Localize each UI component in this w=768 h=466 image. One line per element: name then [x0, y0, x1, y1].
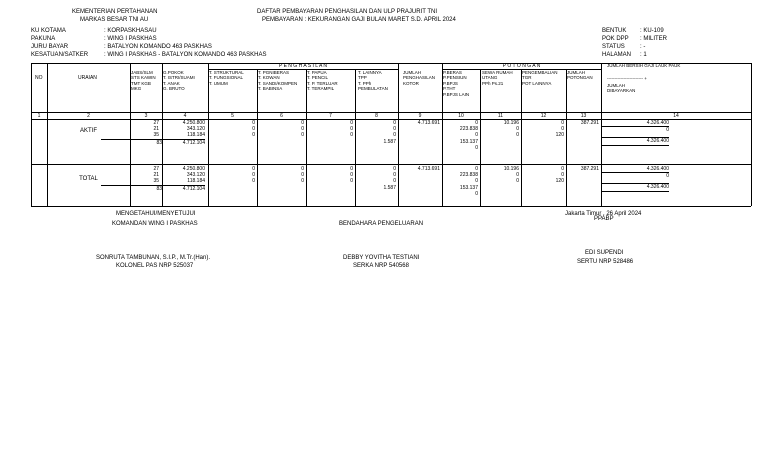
- info-value: : MILITER: [640, 36, 668, 42]
- cell-col11: 10.196 0 0: [503, 120, 519, 139]
- col-number: 12: [540, 113, 547, 119]
- info-label: HALAMAN: [602, 52, 632, 58]
- header-col9: JUMLAH PENGHASILAN KOTOR: [403, 70, 436, 86]
- col-number: 10: [458, 113, 464, 119]
- cell-col6: 0 0 0: [301, 166, 304, 185]
- cell-col11: 10.196 0 0: [503, 166, 519, 185]
- sig-mid-rank: SERKA NRP 540568: [353, 263, 409, 269]
- header-col4: G.POKOK T. ISTRI/SUAMI T. ANAK G. BRUTO: [163, 70, 195, 92]
- sig-mid-name: DEBBY YOVITHA TESTIANI: [343, 255, 420, 261]
- col-number: 11: [497, 113, 504, 119]
- cell-col8: 0 0 0 1.587: [383, 166, 396, 191]
- cell-col9: 4.713.691: [417, 166, 440, 172]
- header-col5: T. STRUKTURAL T. FUNGSIONAL T. UMUM: [209, 70, 244, 86]
- cell-col10: 0 223.838 0 153.137 0: [459, 120, 478, 151]
- col-number: 3: [144, 113, 148, 119]
- header-col14-top: JUMLAH BERSIH GAJI LAUK PAUK: [607, 63, 681, 68]
- cell-col14: 4.326.400 0 4.326.400: [601, 166, 669, 192]
- group-penghasilan: P E N G H A S I L A N: [278, 63, 328, 69]
- cell-col3: 27 21 35 83: [130, 120, 159, 146]
- cell-col4: 4.250.800 343.120 118.184 4.712.104: [162, 166, 205, 192]
- col-number: 4: [183, 113, 187, 119]
- org-line-1: KEMENTERIAN PERTAHANAN: [72, 9, 158, 15]
- cell-col7: 0 0 0: [350, 120, 353, 139]
- info-value: : KORPASKHASAU: [104, 28, 157, 34]
- info-label: BENTUK: [602, 28, 627, 34]
- info-label: POK DPP: [602, 36, 629, 42]
- header-col10: P.BERAS P.PENSIUN P.BPJS P.THT P.BPJS LAIN: [443, 70, 470, 97]
- cell-col7: 0 0 0: [350, 166, 353, 185]
- info-value: : 1: [640, 52, 647, 58]
- header-col7: T. PAPUA T. PENCIL T. P. TERLUAR T. TERAMPIL: [307, 70, 338, 92]
- info-label: JURU BAYAR: [31, 44, 69, 50]
- header-no: NO: [35, 75, 43, 81]
- sig-left-rank: KOLONEL PAS NRP 525037: [116, 263, 194, 269]
- sig-right-title: PPABP: [594, 216, 614, 222]
- cell-col8: 0 0 0 1.587: [383, 120, 396, 145]
- col-number: 7: [329, 113, 332, 119]
- header-col6: T. PGNIBERAS T. KOWAN T. SANDI/KOMPEN T. BABINSA: [258, 70, 298, 92]
- org-line-2: MARKAS BESAR TNI AU: [80, 17, 149, 23]
- header-col11: SEWA RUMAH UTANG PPh Ps.21: [482, 70, 513, 86]
- cell-col13: 387.291: [580, 166, 599, 172]
- info-label: PAKUNA: [31, 36, 56, 42]
- cell-col9: 4.713.691: [417, 120, 440, 126]
- sig-left-title-1: MENGETAHUI/MENYETUJUI: [116, 211, 196, 217]
- col-number: 5: [231, 113, 234, 119]
- group-potongan: P O T O N G A N: [502, 63, 541, 69]
- info-label: STATUS: [602, 44, 625, 50]
- col-number: 9: [418, 113, 422, 119]
- info-value: : BATALYON KOMANDO 463 PASKHAS: [104, 44, 212, 50]
- cell-col5: 0 0 0: [252, 166, 255, 185]
- cell-col5: 0 0 0: [252, 120, 255, 139]
- cell-col3: 27 21 35 83: [130, 166, 159, 192]
- header-col14-mid: ------------------------ +: [607, 76, 647, 81]
- cell-col13: 387.291: [580, 120, 599, 126]
- cell-col6: 0 0 0: [301, 120, 304, 139]
- cell-col12: 0 0 120: [555, 166, 564, 185]
- info-label: KESATUAN/SATKER: [31, 52, 89, 58]
- info-value: : -: [640, 44, 646, 50]
- header-uraian: URAIAN: [78, 75, 97, 81]
- sig-right-date: Jakarta Timur , 26 April 2024: [565, 211, 642, 217]
- info-value: : KU-109: [640, 28, 664, 34]
- header-col8: T. LAINNYA TPP T. PPh PEMBULATAN: [358, 70, 388, 92]
- doc-title-2: PEMBAYARAN : KEKURANGAN GAJI BULAN MARET S.D. APRIL 2024: [262, 17, 456, 23]
- info-value: : WING I PASKHAS - BATALYON KOMANDO 463 PASKHAS: [104, 52, 267, 58]
- sig-mid-title: BENDAHARA PENGELUARAN: [339, 221, 424, 227]
- sig-right-name: EDI SUPENDI: [585, 250, 624, 256]
- header-col12: PENGEMBALIAN TGR POT LAINNYA: [522, 70, 558, 86]
- col-number: 8: [375, 113, 378, 119]
- sig-left-name: SONRUTA TAMBUNAN, S.I.P., M.Tr.(Han).: [96, 255, 211, 261]
- header-col13: JUMLAH POTONGAN: [567, 70, 593, 81]
- col-number: 1: [37, 113, 41, 119]
- col-number: 13: [580, 113, 587, 119]
- cell-col10: 0 223.838 0 153.137 0: [459, 166, 478, 197]
- col-number: 14: [673, 113, 679, 119]
- col-number: 2: [87, 113, 90, 119]
- sig-right-rank: SERTU NRP 528486: [577, 259, 634, 265]
- cell-col14: 4.326.400 0 4.326.400: [601, 120, 669, 146]
- row-label: AKTIF: [79, 128, 97, 134]
- info-label: KU KOTAMA: [31, 28, 66, 34]
- info-value: : WING I PASKHAS: [104, 36, 157, 42]
- row-label: TOTAL: [79, 176, 98, 182]
- header-col3: JABS/SLM STS KAWIN TMT KGB MKG: [131, 70, 156, 92]
- doc-title-1: DAFTAR PEMBAYARAN PENGHASILAN DAN ULP PRAJURIT TNI: [257, 9, 438, 15]
- header-col14-bot: JUMLAH DIBAYARKAN: [607, 83, 636, 94]
- cell-col4: 4.250.800 343.120 118.184 4.712.104: [162, 120, 205, 146]
- sig-left-title-2: KOMANDAN WING I PASKHAS: [112, 221, 198, 227]
- cell-col12: 0 0 120: [555, 120, 564, 139]
- col-number: 6: [280, 113, 283, 119]
